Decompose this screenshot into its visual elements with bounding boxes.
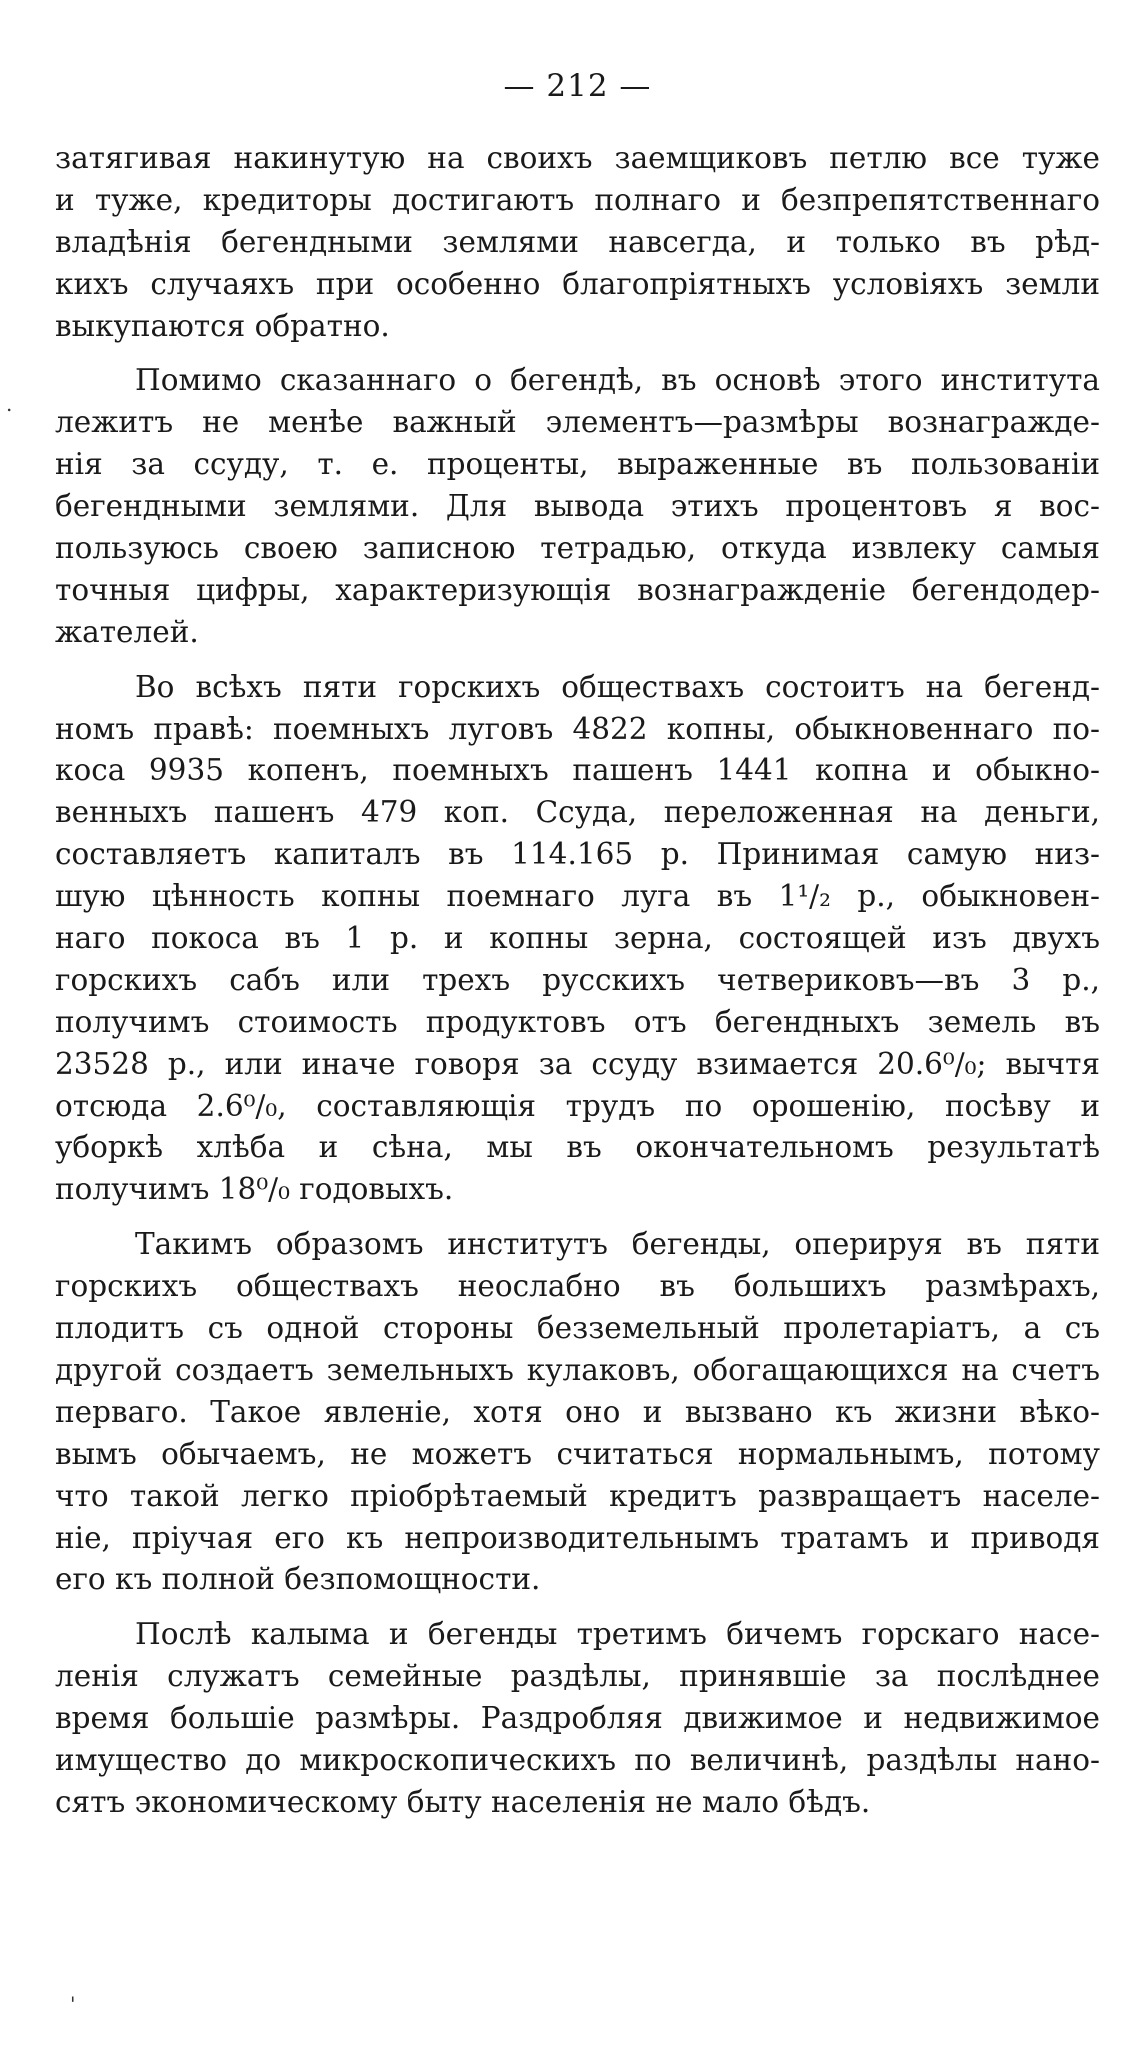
text-line: точныя цифры, характеризующія вознагражденіе бегендодер-: [55, 572, 1100, 607]
text-line: пользуюсь своею записною тетрадью, откуда извлеку самыя: [55, 531, 1100, 566]
text-line: лежитъ не менѣе важный элементъ—размѣры вознагражде-: [55, 405, 1100, 440]
margin-mark: .: [6, 392, 13, 416]
text-line: затягивая накинутую на своихъ заемщиковъ петлю все туже: [55, 141, 1100, 175]
text-line: выкупаются обратно.: [55, 308, 390, 343]
text-line: уборкѣ хлѣба и сѣна, мы въ окончательномъ результатѣ: [55, 1130, 1100, 1165]
text-line: получимъ стоимость продуктовъ отъ бегендныхъ земель въ: [55, 1004, 1100, 1039]
text-line: ніе, пріучая его къ непроизводительнымъ тратамъ и приводя: [55, 1520, 1100, 1555]
text-line: время большіе размѣры. Раздробляя движимое и недвижимое: [55, 1701, 1100, 1736]
text-line: Помимо сказаннаго о бегендѣ, въ основѣ этого института: [135, 363, 1100, 398]
text-line: сятъ экономическому быту населенія не мало бѣдъ.: [55, 1784, 871, 1819]
text-line: 23528 р., или иначе говоря за ссуду взимается 20.6⁰/₀; вычтя: [55, 1046, 1100, 1081]
page-number: — 212 —: [503, 68, 652, 104]
text-line: вымъ обычаемъ, не можетъ считаться нормальнымъ, потому: [55, 1436, 1100, 1471]
paragraph-5: [55, 1614, 1100, 1823]
text-line: составляетъ капиталъ въ 114.165 р. Принимая самую низ-: [55, 837, 1100, 872]
text-line: коса 9935 копенъ, поемныхъ пашенъ 1441 копна и обыкно-: [55, 753, 1100, 788]
text-line: ленія служатъ семейные раздѣлы, принявшіе за послѣднее: [55, 1659, 1100, 1694]
text-line: другой создаетъ земельныхъ кулаковъ, обогащающихся на счетъ: [55, 1352, 1100, 1387]
text-line: отсюда 2.6⁰/₀, составляющія трудъ по орошенію, посѣву и: [55, 1088, 1100, 1123]
paragraph-4: [55, 1224, 1100, 1601]
text-line: плодитъ съ одной стороны безземельный пролетаріатъ, а съ: [55, 1311, 1100, 1346]
text-line: жателей.: [55, 614, 199, 649]
text-line: что такой легко пріобрѣтаемый кредитъ развращаетъ населе-: [55, 1478, 1100, 1513]
text-line: Послѣ калыма и бегенды третимъ бичемъ горскаго насе-: [135, 1617, 1100, 1652]
text-line: наго покоса въ 1 р. и копны зерна, состоящей изъ двухъ: [55, 921, 1100, 956]
text-line: владѣнія бегендными землями навсегда, и только въ рѣд-: [55, 224, 1100, 259]
paragraph-2: [55, 360, 1100, 653]
text-line: горскихъ сабъ или трехъ русскихъ четвериковъ—въ 3 р.,: [55, 962, 1100, 997]
text-line: венныхъ пашенъ 479 коп. Ссуда, переложенная на деньги,: [55, 795, 1100, 830]
text-line: имущество до микроскопическихъ по величинѣ, раздѣлы нано-: [55, 1742, 1100, 1777]
text-line: получимъ 18⁰/₀ годовыхъ.: [55, 1172, 454, 1207]
text-line: кихъ случаяхъ при особенно благопріятныхъ условіяхъ земли: [55, 266, 1100, 301]
text-line: Во всѣхъ пяти горскихъ обществахъ состоитъ на бегенд-: [135, 669, 1100, 704]
text-line: бегендными землями. Для вывода этихъ процентовъ я вос-: [55, 489, 1100, 524]
margin-mark: ': [70, 1992, 76, 2016]
text-line: и туже, кредиторы достигаютъ полнаго и безпрепятственнаго: [55, 182, 1100, 217]
paragraph-3: [55, 667, 1100, 1212]
text-line: шую цѣнность копны поемнаго луга въ 1¹/₂ р., обыкновен-: [55, 879, 1100, 914]
text-line: нія за ссуду, т. е. проценты, выраженные въ пользованіи: [55, 447, 1100, 482]
text-line: перваго. Такое явленіе, хотя оно и вызвано къ жизни вѣко-: [55, 1394, 1100, 1429]
text-line: Такимъ образомъ институтъ бегенды, оперируя въ пяти: [135, 1227, 1100, 1262]
text-line: его къ полной безпомощности.: [55, 1562, 541, 1597]
text-line: горскихъ обществахъ неослабно въ большихъ размѣрахъ,: [55, 1269, 1100, 1304]
page-body: [55, 68, 1100, 1837]
text-line: номъ правѣ: поемныхъ луговъ 4822 копны, обыкновеннаго по-: [55, 711, 1100, 746]
paragraph-1: [55, 138, 1100, 347]
